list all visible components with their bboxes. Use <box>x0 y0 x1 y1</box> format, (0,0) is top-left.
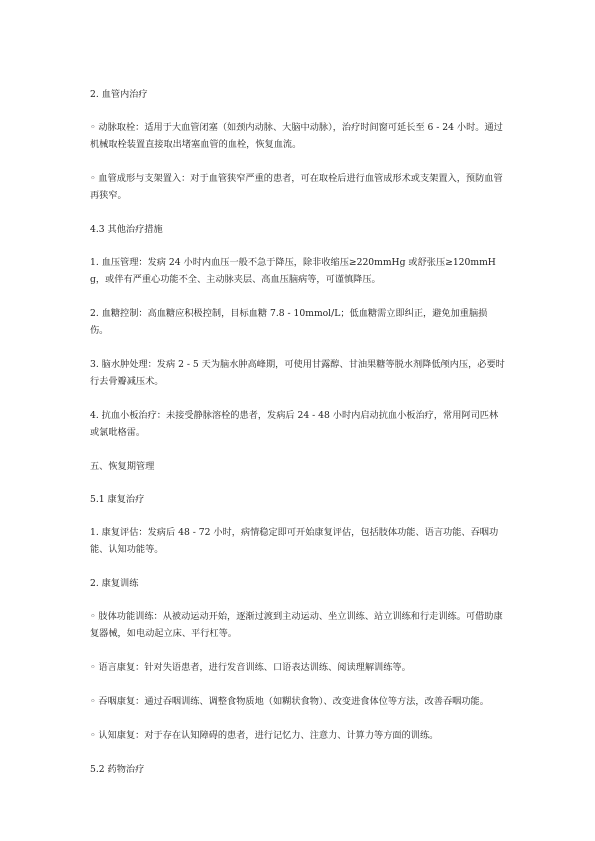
heading-rehabilitation: 5.1 康复治疗 <box>90 494 145 505</box>
bullet-cognitive-rehab <box>90 727 505 744</box>
heading-other-treatments: 4.3 其他治疗措施 <box>90 224 163 235</box>
bullet-swallow-rehab <box>90 693 505 710</box>
heading-rehab-training: 2. 康复训练 <box>90 578 139 589</box>
para-blood-glucose: 2. 血糖控制：高血糖应积极控制，目标血糖 7.8 - 10mmol/L；低血糖需立即纠正，避免加重脑损伤。 <box>90 308 488 336</box>
bullet-limb-training <box>90 608 505 642</box>
heading-vascular-treatment: 2. 血管内治疗 <box>90 89 148 100</box>
bullet-thrombectomy-text: 动脉取栓：适用于大血管闭塞（如颈内动脉、大脑中动脉），治疗时间窗可延长至 6 - 24 小时。通过机械取栓装置直接取出堵塞血管的血栓，恢复血流。 <box>90 122 503 150</box>
bullet-speech-rehab-text: 语言康复：针对失语患者，进行发音训练、口语表达训练、阅读理解训练等。 <box>98 662 411 673</box>
para-brain-edema: 3. 脑水肿处理：发病 2 - 5 天为脑水肿高峰期，可使用甘露醇、甘油果糖等脱水剂降低颅内压，必要时行去骨瓣减压术。 <box>90 359 505 387</box>
bullet-angioplasty-text: 血管成形与支架置入：对于血管狭窄严重的患者，可在取栓后进行血管成形术或支架置入，预防血管再狭窄。 <box>90 173 503 201</box>
para-blood-pressure: 1. 血压管理：发病 24 小时内血压一般不急于降压，除非收缩压≥220mmHg 或舒张压≥120mmHg，或伴有严重心功能不全、主动脉夹层、高血压脑病等，可谨慎降压。 <box>90 257 496 285</box>
bullet-circle-icon: ◦ <box>90 696 96 707</box>
bullet-cognitive-rehab-text: 认知康复：对于存在认知障碍的患者，进行记忆力、注意力、计算力等方面的训练。 <box>98 730 439 741</box>
bullet-circle-icon: ◦ <box>90 173 96 184</box>
bullet-angioplasty <box>90 170 505 204</box>
bullet-circle-icon: ◦ <box>90 662 96 673</box>
para-antiplatelet: 4. 抗血小板治疗：未接受静脉溶栓的患者，发病后 24 - 48 小时内启动抗血小板治疗，常用阿司匹林或氯吡格雷。 <box>90 410 499 438</box>
bullet-circle-icon: ◦ <box>90 122 96 133</box>
bullet-thrombectomy <box>90 119 505 153</box>
bullet-speech-rehab <box>90 659 505 676</box>
bullet-swallow-rehab-text: 吞咽康复：通过吞咽训练、调整食物质地（如糊状食物）、改变进食体位等方法，改善吞咽功能。 <box>98 696 489 707</box>
para-rehab-evaluation: 1. 康复评估：发病后 48 - 72 小时，病情稳定即可开始康复评估，包括肢体功能、语言功能、吞咽功能、认知功能等。 <box>90 527 499 555</box>
bullet-circle-icon: ◦ <box>90 611 96 622</box>
heading-drug-treatment: 5.2 药物治疗 <box>90 764 145 775</box>
bullet-limb-training-text: 肢体功能训练：从被动运动开始，逐渐过渡到主动运动、坐立训练、站立训练和行走训练。可借助康复器械，如电动起立床、平行杠等。 <box>90 611 503 639</box>
heading-recovery-management: 五、恢复期管理 <box>90 461 155 472</box>
bullet-circle-icon: ◦ <box>90 730 96 741</box>
